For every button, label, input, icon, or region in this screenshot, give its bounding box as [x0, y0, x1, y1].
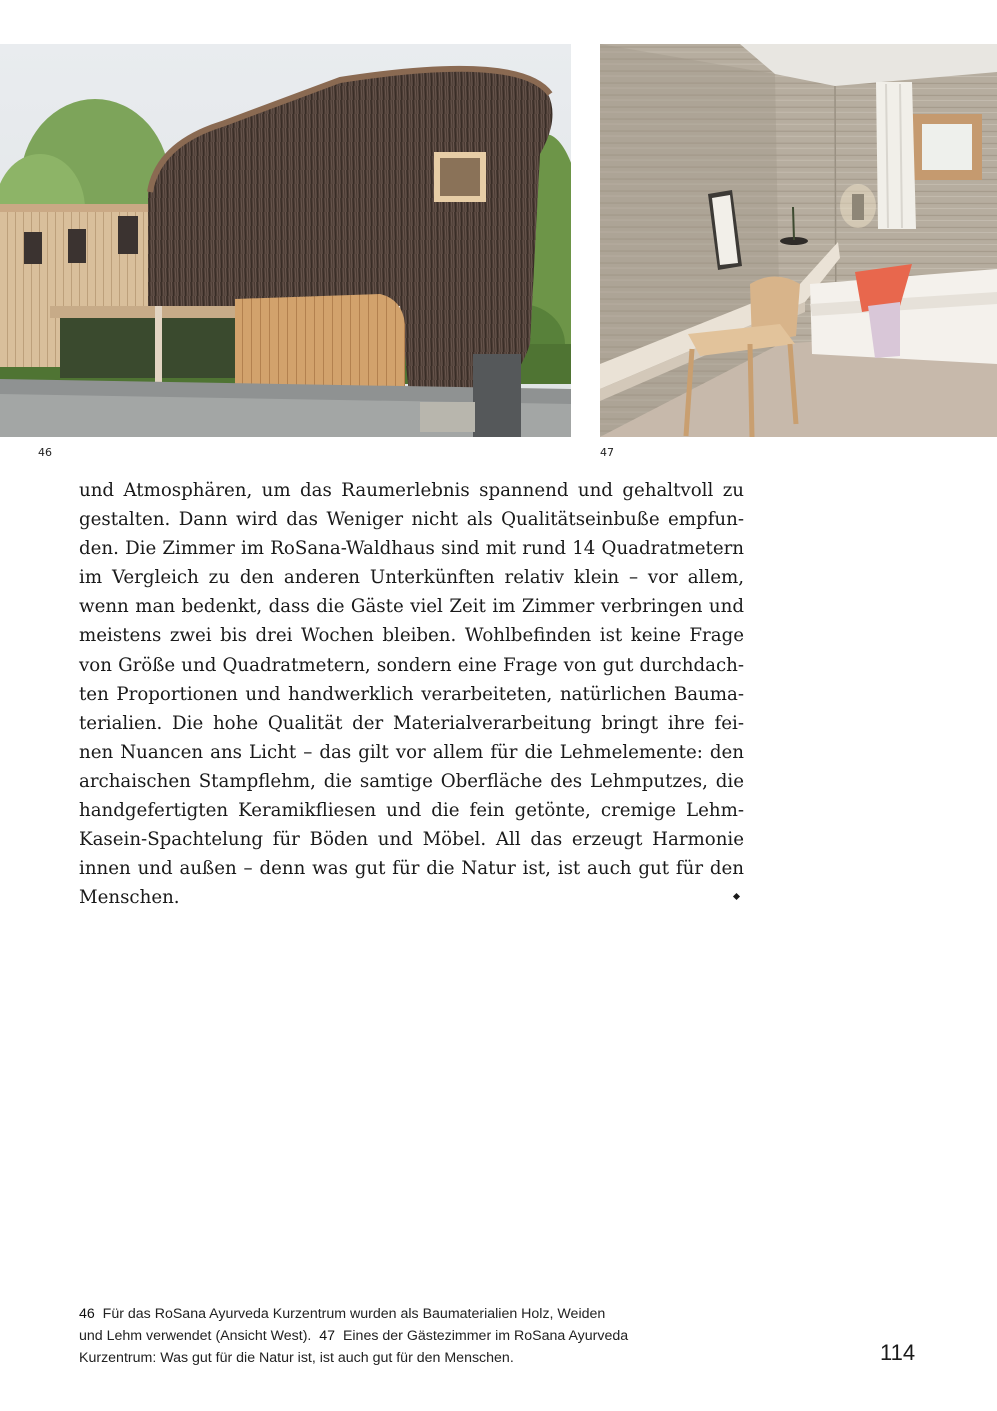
figure-caption: [79, 1303, 739, 1369]
body-line: im Vergleich zu den anderen Unterkünften relativ klein – vor allem,: [79, 567, 744, 589]
photo-46-exterior: [0, 44, 571, 437]
body-line: ten Proportionen und handwerklich verarbeiteten, natürlichen Bauma-: [79, 683, 744, 705]
caption-text: Kurzentrum: Was gut für die Natur ist, ist auch gut für den Menschen.: [79, 1350, 514, 1366]
caption-figure-number-46: 46: [79, 1306, 95, 1322]
figure-number-47: 47: [600, 446, 614, 459]
page-number: 114: [880, 1340, 916, 1365]
body-line: den. Die Zimmer im RoSana-Waldhaus sind mit rund 14 Quadratmetern: [79, 538, 744, 560]
body-line: gestalten. Dann wird das Weniger nicht als Qualitätseinbuße empfun-: [79, 509, 744, 531]
body-line: von Größe und Quadratmetern, sondern eine Frage von gut durchdach-: [79, 654, 744, 676]
body-line: nen Nuancen ans Licht – das gilt vor allem für die Lehmelemente: den: [79, 741, 744, 763]
photo-47-guest-room: [600, 44, 997, 437]
figure-number-46: 46: [38, 446, 52, 459]
body-line: Kasein-Spachtelung für Böden und Möbel. All das erzeugt Harmonie: [79, 829, 744, 851]
body-line: handgefertigten Keramikfliesen und die fein getönte, cremige Lehm-: [79, 800, 744, 822]
caption-text: und Lehm verwendet (Ansicht West).: [79, 1328, 312, 1344]
body-text: [79, 476, 744, 912]
body-line: innen und außen – denn was gut für die Natur ist, ist auch gut für den: [79, 858, 744, 880]
body-line: und Atmosphären, um das Raumerlebnis spannend und gehaltvoll zu: [79, 480, 744, 501]
body-line: wenn man bedenkt, dass die Gäste viel Zeit im Zimmer verbringen und: [79, 596, 744, 618]
body-line: meistens zwei bis drei Wochen bleiben. Wohlbefinden ist keine Frage: [79, 625, 744, 647]
body-line: archaischen Stampflehm, die samtige Oberfläche des Lehmputzes, die: [79, 770, 744, 792]
caption-text: Eines der Gästezimmer im RoSana Ayurveda: [342, 1328, 629, 1344]
body-line: Menschen.: [79, 887, 180, 909]
caption-text: Für das RoSana Ayurveda Kurzentrum wurden als Baumaterialien Holz, Weiden: [102, 1306, 606, 1322]
caption-figure-number-47: 47: [319, 1328, 336, 1344]
body-line: terialien. Die hohe Qualität der Materialverarbeitung bringt ihre fei-: [79, 712, 744, 734]
